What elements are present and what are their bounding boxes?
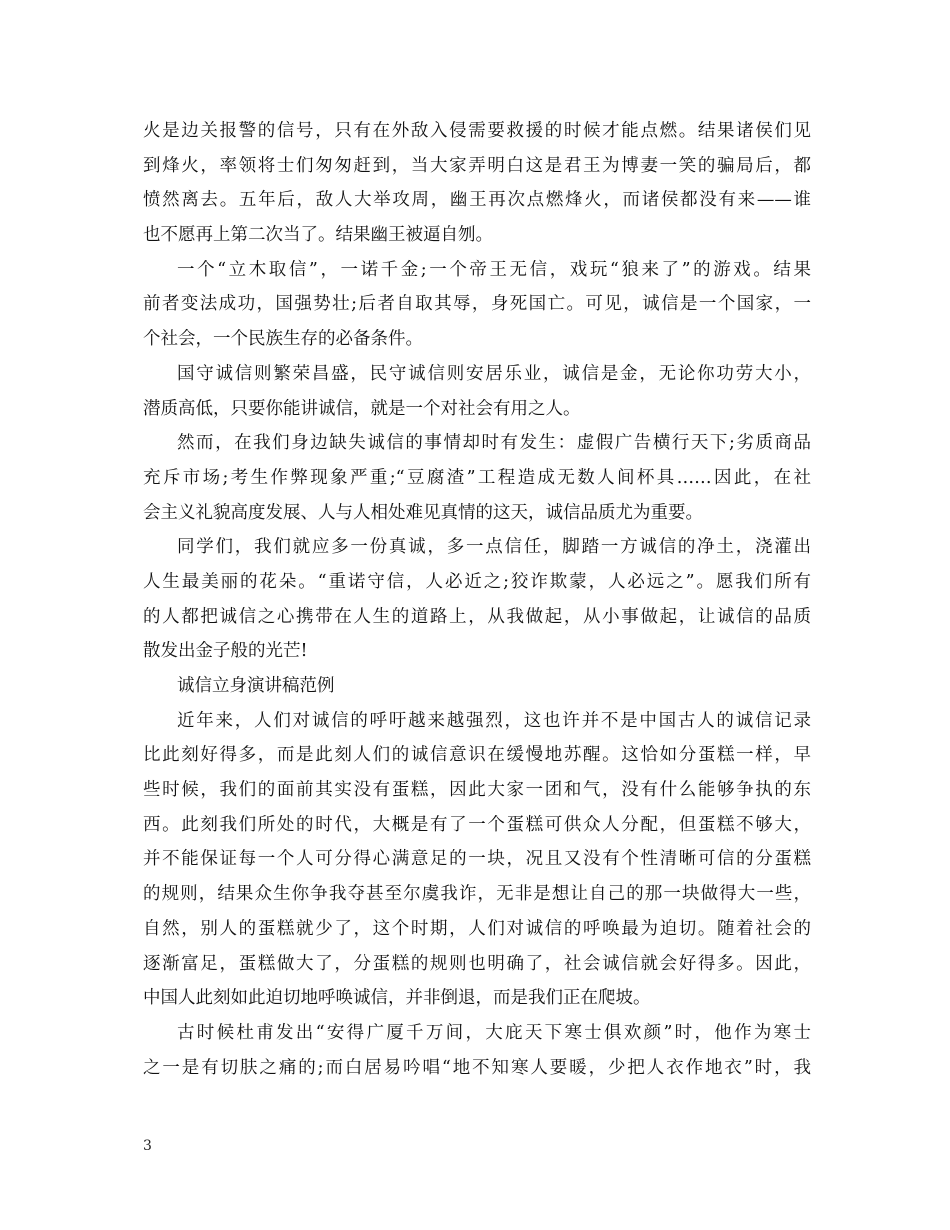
text-line: 比此刻好得多，而是此刻人们的诚信意识在缓慢地苏醒。这恰如分蛋糕一样，早 xyxy=(143,745,811,766)
text-line: 的规则，结果众生你争我夺甚至尔虞我诈，无非是想让自己的那一块做得大一些， xyxy=(143,884,811,905)
text-line: 国守诚信则繁荣昌盛，民守诚信则安居乐业，诚信是金，无论你功劳大小， xyxy=(177,363,811,384)
text-line: 的人都把诚信之心携带在人生的道路上，从我做起，从小事做起，让诚信的品质 xyxy=(143,606,811,627)
text-line: 到烽火，率领将士们匆匆赶到，当大家弄明白这是君王为博妻一笑的骗局后，都 xyxy=(143,155,811,176)
text-line: 然而，在我们身边缺失诚信的事情却时有发生：虚假广告横行天下;劣质商品 xyxy=(177,433,811,454)
text-line: 个社会，一个民族生存的必备条件。 xyxy=(143,329,423,350)
text-line: 并不能保证每一个人可分得心满意足的一块，况且又没有个性清晰可信的分蛋糕 xyxy=(143,849,811,870)
text-line: 古时候杜甫发出“安得广厦千万间，大庇天下寒士俱欢颜”时，他作为寒士 xyxy=(177,1022,811,1043)
text-line: 诚信立身演讲稿范例 xyxy=(177,676,335,696)
text-line: 愤然离去。五年后，敌人大举攻周，幽王再次点燃烽火，而诸侯都没有来——谁 xyxy=(143,190,811,211)
text-line: 火是边关报警的信号，只有在外敌入侵需要救援的时候才能点燃。结果诸侯们见 xyxy=(143,121,811,141)
text-line: 散发出金子般的光芒! xyxy=(143,641,308,662)
text-line: 自然，别人的蛋糕就少了，这个时期，人们对诚信的呼唤最为迫切。随着社会的 xyxy=(143,918,811,939)
text-line: 也不愿再上第二次当了。结果幽王被逼自刎。 xyxy=(143,225,493,246)
text-line: 近年来，人们对诚信的呼吁越来越强烈，这也许并不是中国古人的诚信记录 xyxy=(177,710,811,731)
text-line: 中国人此刻如此迫切地呼唤诚信，并非倒退，而是我们正在爬坡。 xyxy=(143,988,651,1009)
text-line: 些时候，我们的面前其实没有蛋糕，因此大家一团和气，没有什么能够争执的东 xyxy=(143,780,811,801)
text-line: 会主义礼貌高度发展、人与人相处难见真情的这天，诚信品质尤为重要。 xyxy=(143,502,703,523)
text-line: 充斥市场;考生作弊现象严重;“豆腐渣”工程造成无数人间杯具……因此，在社 xyxy=(143,467,811,488)
text-line: 之一是有切肤之痛的;而白居易吟唱“地不知寒人要暖，少把人衣作地衣”时，我 xyxy=(143,1057,811,1078)
page-number: 3 xyxy=(143,1138,152,1154)
text-line: 潜质高低，只要你能讲诚信，就是一个对社会有用之人。 xyxy=(143,398,581,419)
text-line: 前者变法成功，国强势壮;后者自取其辱，身死国亡。可见，诚信是一个国家，一 xyxy=(143,294,811,315)
text-line: 逐渐富足，蛋糕做大了，分蛋糕的规则也明确了，社会诚信就会好得多。因此， xyxy=(143,953,811,974)
text-line: 一个“立木取信”，一诺千金;一个帝王无信，戏玩“狼来了”的游戏。结果 xyxy=(177,259,811,280)
text-line: 同学们，我们就应多一份真诚，多一点信任，脚踏一方诚信的净土，浇灌出 xyxy=(177,537,811,558)
text-line: 西。此刻我们所处的时代，大概是有了一个蛋糕可供众人分配，但蛋糕不够大， xyxy=(143,814,811,835)
document-body xyxy=(143,114,811,1085)
text-line: 人生最美丽的花朵。“重诺守信，人必近之;狡诈欺蒙，人必远之”。愿我们所有 xyxy=(143,571,811,592)
